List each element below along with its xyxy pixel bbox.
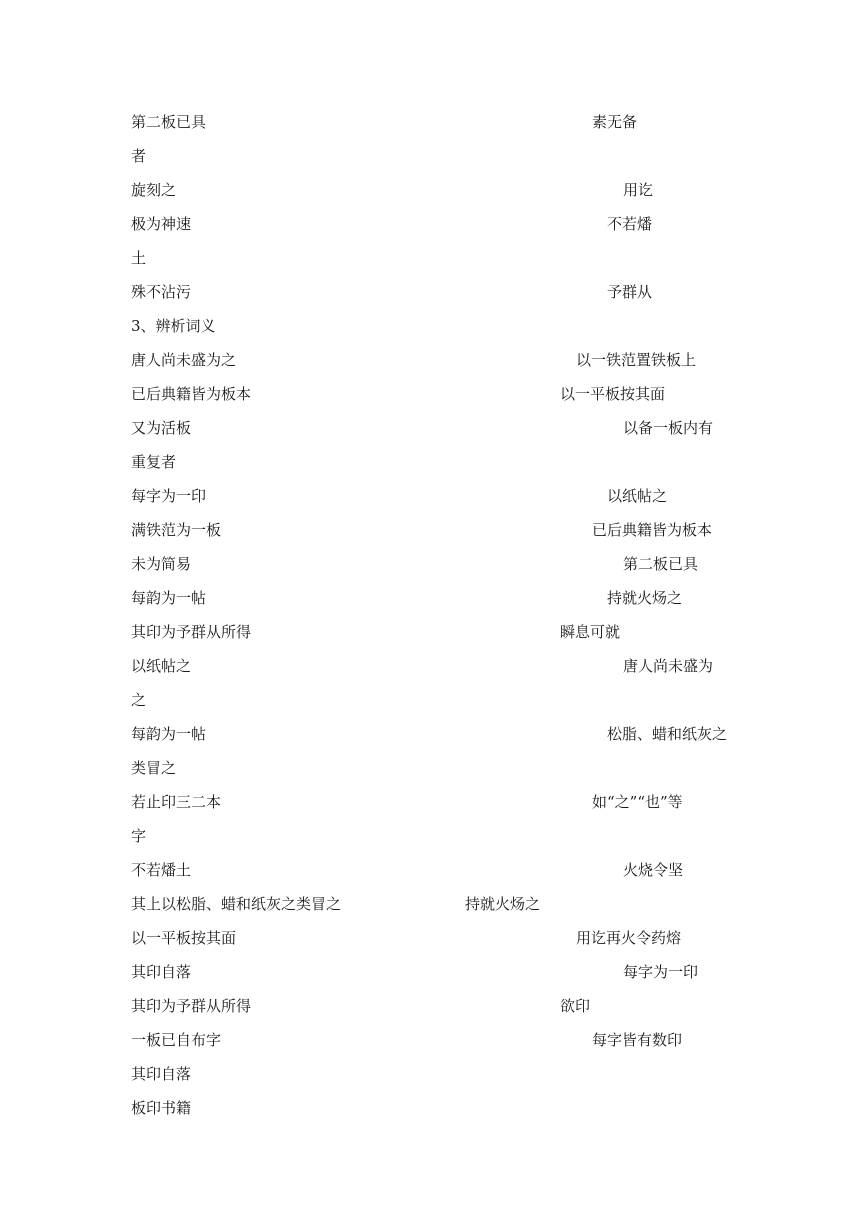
- left-phrase: 已后典籍皆为板本: [131, 385, 252, 403]
- left-phrase: 满铁范为一板: [131, 521, 222, 539]
- left-phrase: 不若燔土: [131, 861, 192, 879]
- left-phrase: 以一平板按其面: [131, 929, 237, 947]
- left-phrase: 每韵为一帖: [131, 725, 207, 743]
- left-phrase: 殊不沾污: [131, 283, 192, 301]
- right-phrase: 持就火炀之: [465, 895, 541, 913]
- left-phrase: 之: [131, 691, 147, 709]
- text-line: [0, 588, 860, 622]
- right-phrase: 松脂、蜡和纸灰之: [607, 725, 728, 743]
- left-phrase: 类冒之: [131, 759, 177, 777]
- right-phrase: 用讫再火令药熔: [576, 929, 682, 947]
- text-line: [0, 214, 860, 248]
- section-heading-text: 3、辨析词义: [131, 317, 216, 335]
- right-phrase: 素无备: [592, 113, 638, 131]
- text-line: [0, 554, 860, 588]
- section-heading: [0, 316, 860, 350]
- right-phrase: 予群从: [607, 283, 653, 301]
- text-line: [0, 248, 860, 282]
- left-phrase: 每字为一印: [131, 487, 207, 505]
- left-phrase: 其印自落: [131, 1065, 192, 1083]
- right-phrase: 唐人尚未盛为: [623, 657, 714, 675]
- text-line: [0, 792, 860, 826]
- text-line: [0, 962, 860, 996]
- text-line: [0, 826, 860, 860]
- right-phrase: 已后典籍皆为板本: [592, 521, 713, 539]
- text-line: [0, 996, 860, 1030]
- right-phrase: 以一铁范置铁板上: [576, 351, 697, 369]
- text-line: [0, 384, 860, 418]
- text-line: [0, 690, 860, 724]
- left-phrase: 其印为予群从所得: [131, 997, 252, 1015]
- right-phrase: 每字为一印: [623, 963, 699, 981]
- text-line: [0, 1064, 860, 1098]
- right-phrase: 持就火炀之: [607, 589, 683, 607]
- right-phrase: 火烧令坚: [623, 861, 684, 879]
- text-line: [0, 656, 860, 690]
- text-line: [0, 928, 860, 962]
- left-phrase: 字: [131, 827, 147, 845]
- text-line: [0, 350, 860, 384]
- right-phrase: 每字皆有数印: [592, 1031, 683, 1049]
- left-phrase: 其印自落: [131, 963, 192, 981]
- left-phrase: 又为活板: [131, 419, 192, 437]
- right-phrase: 以一平板按其面: [560, 385, 666, 403]
- text-line: [0, 180, 860, 214]
- text-line: [0, 894, 860, 928]
- left-phrase: 一板已自布字: [131, 1031, 222, 1049]
- right-phrase: 第二板已具: [623, 555, 699, 573]
- right-phrase: 不若燔: [607, 215, 653, 233]
- left-phrase: 唐人尚未盛为之: [131, 351, 237, 369]
- right-phrase: 瞬息可就: [560, 623, 621, 641]
- left-phrase: 若止印三二本: [131, 793, 222, 811]
- left-phrase: 未为简易: [131, 555, 192, 573]
- left-phrase: 旋刻之: [131, 181, 177, 199]
- text-line: [0, 146, 860, 180]
- text-line: [0, 1098, 860, 1132]
- left-phrase: 板印书籍: [131, 1099, 192, 1117]
- text-line: [0, 282, 860, 316]
- right-phrase: 以纸帖之: [607, 487, 668, 505]
- right-phrase: 以备一板内有: [623, 419, 714, 437]
- text-line: [0, 520, 860, 554]
- right-phrase: 欲印: [560, 997, 591, 1015]
- left-phrase: 重复者: [131, 453, 177, 471]
- text-line: [0, 860, 860, 894]
- left-phrase: 者: [131, 147, 147, 165]
- right-phrase: 如“之”“也”等: [592, 793, 683, 811]
- left-phrase: 以纸帖之: [131, 657, 192, 675]
- left-phrase: 其印为予群从所得: [131, 623, 252, 641]
- text-line: [0, 486, 860, 520]
- text-line: [0, 112, 860, 146]
- right-phrase: 用讫: [623, 181, 654, 199]
- text-line: [0, 758, 860, 792]
- text-line: [0, 724, 860, 758]
- text-line: [0, 418, 860, 452]
- left-phrase: 土: [131, 249, 147, 267]
- text-line: [0, 1030, 860, 1064]
- text-line: [0, 622, 860, 656]
- left-phrase: 其上以松脂、蜡和纸灰之类冒之: [131, 895, 342, 913]
- left-phrase: 第二板已具: [131, 113, 207, 131]
- text-line: [0, 452, 860, 486]
- left-phrase: 每韵为一帖: [131, 589, 207, 607]
- left-phrase: 极为神速: [131, 215, 192, 233]
